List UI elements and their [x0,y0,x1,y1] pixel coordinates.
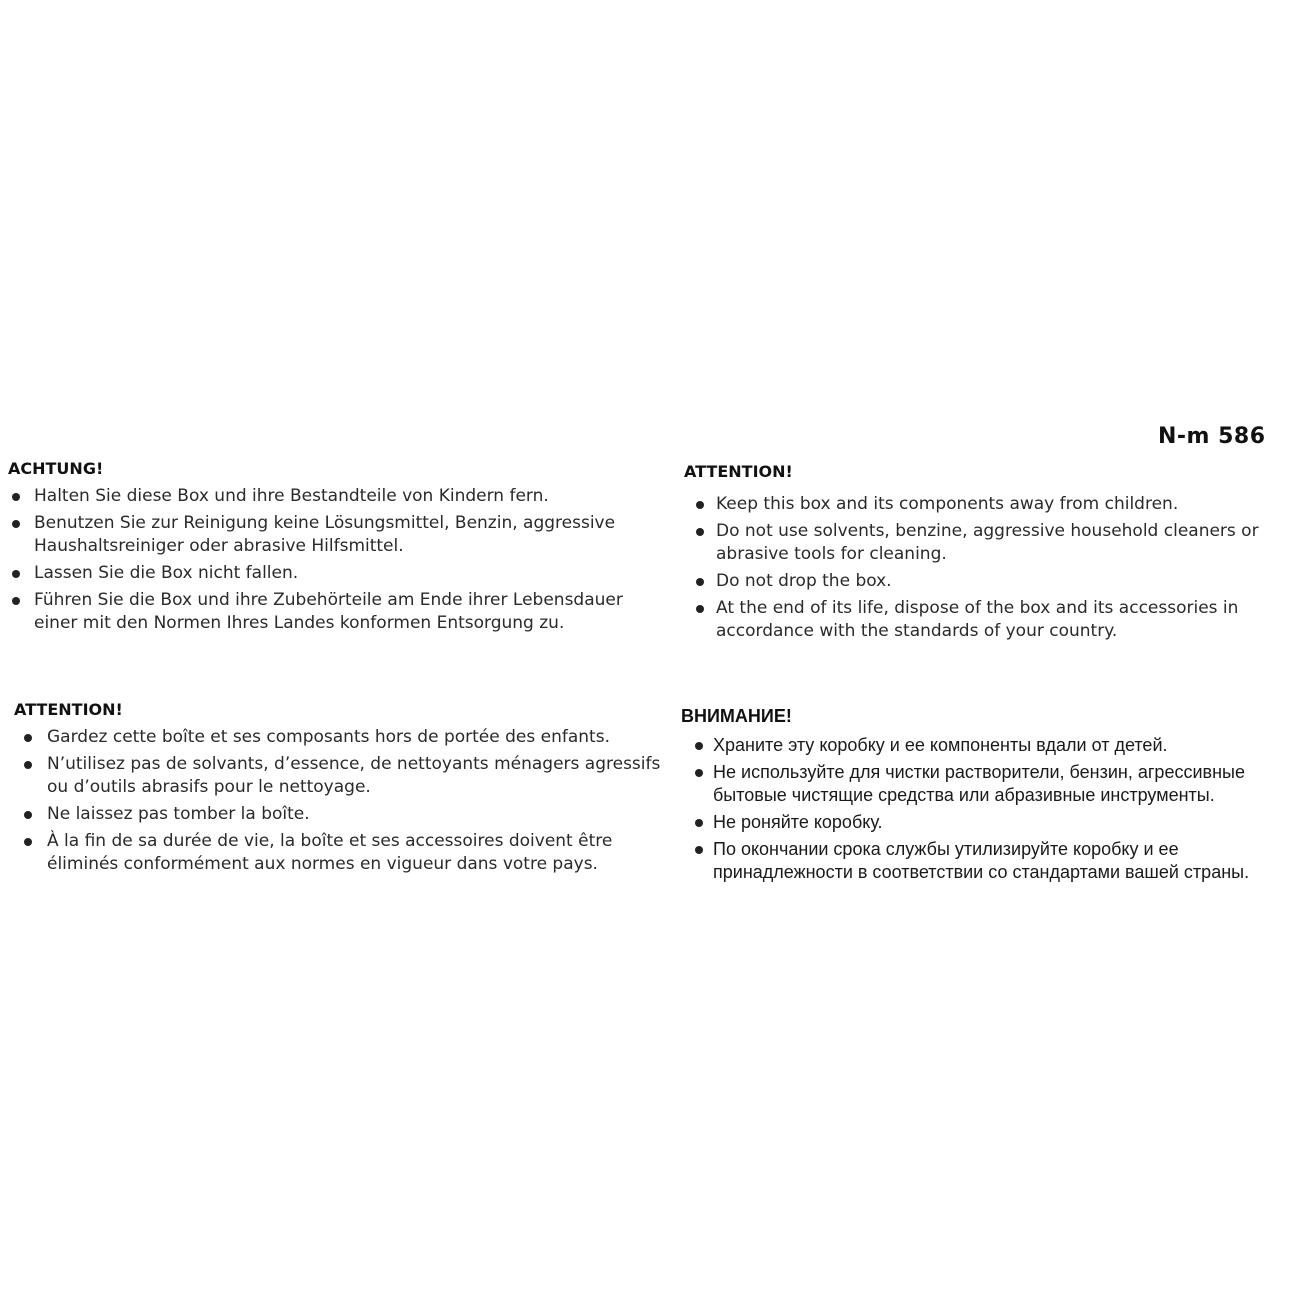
list-item-text: Lassen Sie die Box nicht fallen. [34,563,299,583]
bullet-icon [695,846,703,854]
bullet-icon [696,578,704,586]
product-code: N-m 586 [1158,424,1266,449]
list-item [14,753,664,799]
list-item [681,838,1293,884]
list-item [684,520,1284,566]
list-item [681,761,1293,807]
list-item-text: Do not use solvents, benzine, aggressive household cleaners or abrasive tools for cleaning. [716,521,1259,564]
bullet-icon [695,769,703,777]
warning-list [681,734,1293,884]
list-item [8,589,668,635]
list-item-text: À la fin de sa durée de vie, la boîte et ses accessoires doivent être éliminés conformément aux normes en vigueur dans votre pays. [47,831,613,874]
list-item-text: Führen Sie die Box und ihre Zubehörteile am Ende ihrer Lebensdauer einer mit den Normen Ihres Landes konformen Entsorgung zu. [34,590,623,633]
bullet-icon [12,570,20,578]
warning-list [684,493,1284,643]
list-item [684,597,1284,643]
bullet-icon [696,605,704,613]
bullet-icon [24,761,32,769]
list-item [14,803,664,826]
list-item-text: Ne laissez pas tomber la boîte. [47,804,310,824]
list-item [684,570,1284,593]
list-item [684,493,1284,516]
section-heading: ATTENTION! [684,462,793,481]
warning-list [14,726,664,876]
section-heading: ATTENTION! [14,700,123,719]
bullet-icon [24,734,32,742]
list-item-text: По окончании срока службы утилизируйте коробку и ее принадлежности в соответствии со стандартами вашей страны. [713,839,1250,882]
warning-section-russian [681,706,1293,888]
list-item-text: N’utilisez pas de solvants, d’essence, de nettoyants ménagers agressifs ou d’outils abrasifs pour le nettoyage. [47,754,661,797]
warning-section-german [8,459,668,639]
list-item [8,512,668,558]
list-item-text: Halten Sie diese Box und ihre Bestandteile von Kindern fern. [34,486,549,506]
list-item-text: Gardez cette boîte et ses composants hors de portée des enfants. [47,727,610,747]
bullet-icon [696,501,704,509]
section-heading: ВНИМАНИЕ! [681,706,792,726]
list-item [681,811,1293,834]
list-item-text: At the end of its life, dispose of the box and its accessories in accordance with the standards of your country. [716,598,1239,641]
bullet-icon [695,819,703,827]
list-item [8,562,668,585]
warning-list [8,485,668,635]
section-heading: ACHTUNG! [8,459,104,478]
bullet-icon [24,838,32,846]
bullet-icon [12,597,20,605]
warning-section-english [684,462,1284,647]
bullet-icon [695,742,703,750]
list-item [14,830,664,876]
list-item [8,485,668,508]
bullet-icon [12,520,20,528]
warning-section-french [14,700,664,880]
bullet-icon [24,811,32,819]
list-item-text: Храните эту коробку и ее компоненты вдали от детей. [713,735,1168,755]
bullet-icon [696,528,704,536]
list-item-text: Не используйте для чистки растворители, бензин, агрессивные бытовые чистящие средства или абразивные инструменты. [713,762,1245,805]
list-item-text: Do not drop the box. [716,571,892,591]
list-item [14,726,664,749]
bullet-icon [12,493,20,501]
list-item-text: Benutzen Sie zur Reinigung keine Lösungsmittel, Benzin, aggressive Haushaltsreiniger oder abrasive Hilfsmittel. [34,513,616,556]
list-item-text: Keep this box and its components away from children. [716,494,1179,514]
list-item-text: Не роняйте коробку. [713,812,883,832]
list-item [681,734,1293,757]
